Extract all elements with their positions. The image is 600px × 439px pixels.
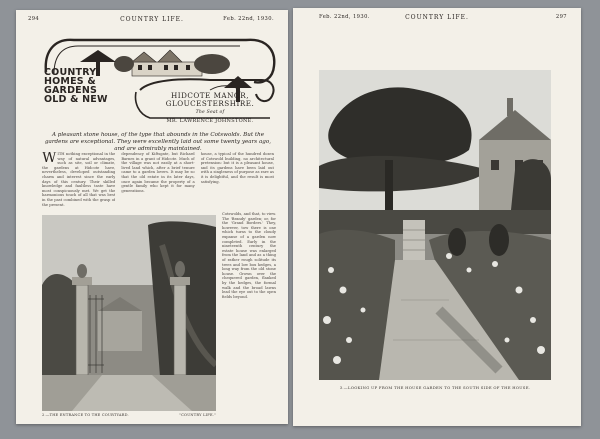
title-banner — [40, 32, 280, 124]
section-name — [44, 68, 108, 104]
section-name-line: COUNTRY — [44, 67, 97, 78]
right-page — [293, 8, 581, 426]
running-head-left — [16, 16, 288, 26]
left-page — [16, 10, 288, 424]
courtyard-entrance-photo — [42, 215, 216, 411]
body-columns — [42, 152, 274, 212]
body-column-2: dependency of Kiftsgate, but Richard Barnes in a grant of Hidcote. Much of the village was not easily at a short-lived land which, after a brief tenure came to a garden lovers. It may be so that the old estate in its later days, once again became the property of a gentle family who kept it for many generations. — [121, 152, 195, 193]
narrow-text-column: Cotswolds, and that, to view. The 'Brandy' garden; or, for the 'Grand Borders.' They, however, tow there is one which turns to the cloudy expanse of a garden now completed. Early in the nineteenth century the estate house was enlarged from the land and as a thing of rather rough solitude its trees and low box hedges, a long way from the old stone house. Grown over the chequered garden, flanked by the hedges, the formal walk and the broad lawns lead the eye out to the open fields beyond. — [222, 212, 276, 299]
photo-caption-right: 3.—LOOKING UP FROM THE HOUSE GARDEN TO THE SOUTH SIDE OF THE HOUSE. — [339, 385, 531, 390]
section-name-line: OLD & NEW — [44, 94, 108, 105]
lead-paragraph: A pleasant stone house, of the type that abounds in the Cotswolds. But the gardens are exceptional. They were excellently laid out some twenty years ago, and are admirably maintained. — [44, 132, 272, 152]
owner-name: MR. LAWRENCE JOHNSTONE. — [166, 118, 254, 124]
article-title-line-2: GLOUCESTERSHIRE. — [165, 99, 255, 108]
photo-caption-left-text: 2.—THE ENTRANCE TO THE COURTYARD. — [42, 413, 129, 417]
article-title-line-1: HIDCOTE MANOR, — [170, 91, 249, 100]
running-head-right — [293, 14, 581, 24]
running-title-left: COUNTRY LIFE. — [120, 16, 184, 23]
photo-credit-left: "COUNTRY LIFE." — [179, 413, 216, 417]
date-left: Feb. 22nd, 1930. — [223, 16, 274, 22]
running-title-right: COUNTRY LIFE. — [405, 14, 469, 21]
page-number-right: 297 — [555, 14, 567, 20]
section-name-line: GARDENS — [44, 85, 98, 96]
page-number-left: 294 — [28, 16, 40, 22]
date-right: Feb. 22nd, 1930. — [319, 14, 370, 20]
body-column-1 — [42, 152, 115, 212]
house-garden-photo — [319, 70, 551, 380]
drop-cap: W — [42, 152, 57, 166]
article-title — [144, 92, 276, 125]
photo-caption-left — [42, 413, 216, 417]
body-column-3: house, a typical of the hundred dozen of Cotswold building, no architectural pretension: but it is a pleasant house, and its gardens have been laid out with a singleness of purpose as rare as it is delightful, and the result is most satisfying. — [200, 152, 274, 184]
section-name-line: HOMES & — [44, 76, 96, 87]
manor-vignette — [114, 50, 230, 76]
body-column-1-text: ITH nothing exceptional in the way of natural advantages, such as site, soil or climate, the gardens at Hidcote have, nevertheless, developed outstanding charm and interest since the early days of this century. Their skilled knowledge and faultless taste have most conspicuously met. We get the harmonious touch of all that was best in the past combined with the grasp of the present. — [42, 152, 116, 207]
seat-of-label: The Seat of — [195, 110, 225, 115]
